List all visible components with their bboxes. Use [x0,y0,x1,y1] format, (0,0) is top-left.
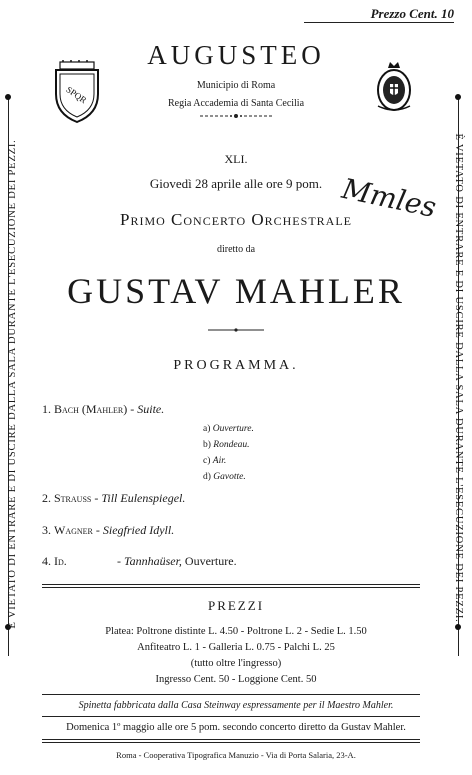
concert-date: Giovedì 28 aprile alle ore 9 pom. [149,176,323,191]
right-top-dot [455,94,461,100]
suite-part [203,472,246,482]
item-number: 4. [42,554,51,568]
program-item [42,402,164,417]
left-top-dot [5,94,11,100]
item-composer: Id. [54,554,67,568]
concert-title: Primo Concerto Orchestrale [120,210,352,229]
ornament-divider [186,112,286,120]
concert-number: XLI. [224,152,248,166]
divider-rule [42,742,420,743]
divider-rule [42,739,420,740]
item-composer: Wagner [54,523,93,537]
divider-rule [42,694,420,695]
suite-part-title: Rondeau. [213,440,250,450]
item-number: 3. [42,523,51,537]
suite-part-letter: a) [203,424,211,434]
item-work: Siegfried Idyll. [102,523,175,537]
suite-part-letter: b) [203,440,211,450]
suite-part-letter: d) [203,472,211,482]
item-work: Suite. [137,402,165,416]
suite-part [203,424,254,434]
program-heading: PROGRAMMA. [173,358,299,373]
printer-imprint: Roma - Cooperativa Tipografica Manuzio - Via di Porta Salaria, 23-A. [116,750,356,760]
suite-part-title: Air. [212,456,227,466]
item-number: 2. [42,491,51,505]
program-item [42,491,185,506]
item-work: Till Eulenspiegel. [101,491,186,505]
suite-part-letter: c) [203,456,211,466]
program-item [42,554,237,569]
prices-top-rule-inner [42,587,420,588]
item-separator: - [114,554,124,568]
item-composer: Strauss [54,491,92,505]
prices-anfiteatro: Anfiteatro L. 1 - Galleria L. 0.75 - Palchi L. 25 [137,642,335,653]
next-concert-notice: Domenica 1º maggio alle ore 5 pom. secondo concerto diretto da Gustav Mahler. [66,722,406,733]
prices-top-rule [42,584,420,585]
prices-platea: Platea: Poltrone distinte L. 4.50 - Poltrone L. 2 - Sedie L. 1.50 [105,626,367,637]
item-work-suffix: Ouverture. [181,554,237,568]
royal-crest-icon [372,60,416,114]
shield-text: SPQR [64,84,89,106]
item-separator: - [91,491,102,505]
conducted-by-label: diretto da [216,244,256,255]
divider-rule [42,716,420,717]
prices-note: (tutto oltre l'ingresso) [190,658,282,669]
handwritten-annotation: Mmles [339,172,440,225]
suite-part [203,456,226,466]
suite-part-title: Gavotte. [213,472,246,482]
prices-ingresso: Ingresso Cent. 50 - Loggione Cent. 50 [155,674,317,685]
side-notice-right: È VIETATO DI ENTRARE E DI USCIRE DALLA SALA DURANTE L'ESECUZIONE DEI PEZZI. [453,133,464,623]
prices-heading: PREZZI [207,598,265,613]
suite-part-title: Ouverture. [212,424,254,434]
item-number: 1. [42,402,51,416]
item-separator: - [92,523,103,537]
side-notice-left: È VIETATO DI ENTRARE E DI USCIRE DALLA SALA DURANTE L'ESECUZIONE DEI PEZZI. [7,139,18,629]
spqr-shield-icon [52,60,102,124]
venue-title: AUGUSTEO [147,40,325,70]
item-composer: Bach (Mahler) [54,402,128,416]
academy-subtitle: Regia Accademia di Santa Cecilia [167,98,305,109]
item-work: Tannhaüser, [124,554,182,568]
price-label: Prezzo Cent. 10 [304,6,454,23]
program-item [42,523,174,538]
steinway-note: Spinetta fabbricata dalla Casa Steinway espressamente per il Maestro Mahler. [78,700,394,711]
item-separator: - [127,402,138,416]
suite-part [203,440,249,450]
municipality-subtitle: Municipio di Roma [196,80,276,91]
short-divider [206,327,266,333]
conductor-name: GUSTAV MAHLER [67,271,405,311]
